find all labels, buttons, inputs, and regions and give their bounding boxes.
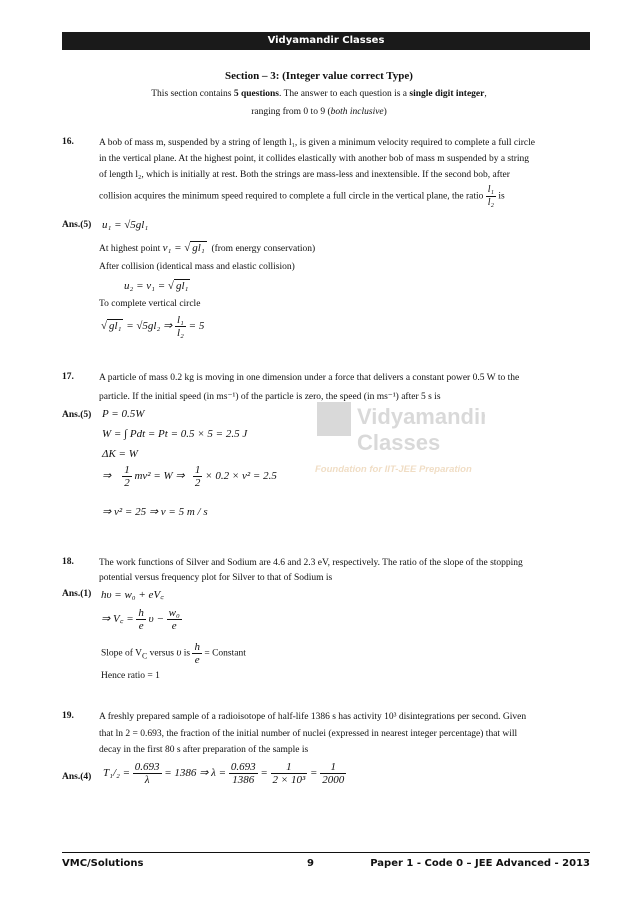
question-16-number: 16.	[62, 137, 74, 147]
answer-16-eq3: u₂ = v₁ = √ gl₁	[124, 280, 189, 292]
question-19-line3: decay in the first 80 s after preparation of the sample is	[99, 745, 309, 755]
answer-16-eq1: u₁ = √5gl₁	[102, 219, 149, 231]
answer-19-eq: T₁/₂ = $\frac{0.693}{\lambda}$ = 1386 ⇒ λ = $\frac{0.693}{1386}$ = $\frac{1}{\text{2 × 10³}}$ = $\frac{1}{2000}$	[103, 761, 345, 786]
footer-right: Paper 1 - Code 0 – JEE Advanced - 2013	[370, 858, 590, 869]
question-17-number: 17.	[62, 372, 74, 382]
question-19-line1: A freshly prepared sample of a radioisotope of half-life 1386 s has activity 10³ disintegrations per second. Given	[99, 712, 527, 722]
question-18-line2: potential versus frequency plot for Silver to that of Sodium is	[99, 573, 333, 583]
question-16-line2: in the vertical plane. At the highest point, it collides elastically with another bob of mass m suspended by a string	[99, 154, 530, 164]
answer-19-label: Ans.(4)	[62, 772, 92, 782]
answer-17-label: Ans.(5)	[62, 410, 92, 420]
question-17-line2: particle. If the initial speed (in ms⁻¹) of the particle is zero, the speed (in ms⁻¹) after 5 s is	[99, 392, 441, 402]
footer-divider	[62, 852, 590, 853]
answer-18-eq2: ⇒ V꜀ = $\frac{h}{e}$ υ − $\frac{\text{w₀}}{e}$	[101, 607, 180, 632]
section-instructions-line1: This section contains 5 questions. The answer to each question is a single digit integer,	[151, 89, 487, 99]
answer-16-label: Ans.(5)	[62, 220, 92, 230]
header-bar	[62, 32, 590, 50]
answer-16-eq4: √ gl₁ = √5gl₂ ⇒ $\frac{\text{l₁}}{\text{l₂}}$ = 5	[101, 314, 205, 339]
question-16-line1: A bob of mass m, suspended by a string of length l₁, is given a minimum velocity required to complete a full circle	[99, 138, 535, 148]
page-number: 9	[307, 858, 314, 869]
svg-text:Classes: Classes	[357, 430, 441, 455]
answer-16-step2: After collision (identical mass and elastic collision)	[99, 262, 295, 272]
section-instructions-line2: ranging from 0 to 9 (both inclusive)	[251, 107, 387, 117]
svg-text:Vidyamandir: Vidyamandir	[357, 404, 485, 429]
answer-17-eq5: ⇒ v² = 25 ⇒ v = 5 m / s	[102, 506, 208, 518]
answer-18-label: Ans.(1)	[62, 589, 92, 599]
answer-17-eq4: ⇒ $\frac{1}{2}$ mv² = W ⇒ $\frac{1}{2}$ × 0.2 × v² = 2.5	[102, 464, 277, 489]
question-17-line1: A particle of mass 0.2 kg is moving in one dimension under a force that delivers a constant power 0.5 W to the	[99, 373, 520, 383]
answer-16-step3: To complete vertical circle	[99, 299, 201, 309]
question-19-number: 19.	[62, 711, 74, 721]
answer-17-eq1: P = 0.5W	[102, 408, 145, 420]
question-16-line3: of length l₂, which is initially at rest. Both the strings are mass-less and inextensible. If the second bob, after	[99, 170, 510, 180]
answer-18-step1: Slope of $V_C$ versus υ is $\frac{h}{e}$ = Constant	[101, 641, 246, 666]
question-16-line4: collision acquires the minimum speed required to complete a full circle in the vertical plane, the ratio $\frac{\text{l₁}}{\text{l₂}}$ is	[99, 184, 505, 208]
header-title: Vidyamandir Classes	[267, 35, 385, 46]
answer-17-eq3: ΔK = W	[102, 448, 138, 460]
svg-text:Foundation for IIT-JEE Prepara: Foundation for IIT-JEE Preparation	[315, 464, 472, 475]
answer-18-step2: Hence ratio = 1	[101, 671, 160, 681]
answer-17-eq2: W = ∫ Pdt = Pt = 0.5 × 5 = 2.5 J	[102, 428, 248, 440]
footer-left: VMC/Solutions	[62, 858, 144, 869]
question-18-line1: The work functions of Silver and Sodium are 4.6 and 2.3 eV, respectively. The ratio of the slope of the stopping	[99, 558, 523, 568]
ratio-fraction: $\frac{\text{l₁}}{\text{l₂}}$	[487, 184, 494, 208]
watermark-emblem-icon	[317, 402, 351, 436]
question-19-line2: that ln 2 = 0.693, the fraction of the initial number of nuclei (expressed in nearest integer percentage) that will	[99, 729, 518, 739]
watermark-logo	[315, 394, 485, 492]
answer-16-step1: At highest point v₁ = √ gl₁ (from energy conservation)	[99, 242, 316, 254]
section-title: Section – 3: (Integer value correct Type)	[225, 70, 413, 82]
answer-18-eq1: hυ = w₀ + eV꜀	[101, 589, 164, 601]
question-18-number: 18.	[62, 557, 74, 567]
